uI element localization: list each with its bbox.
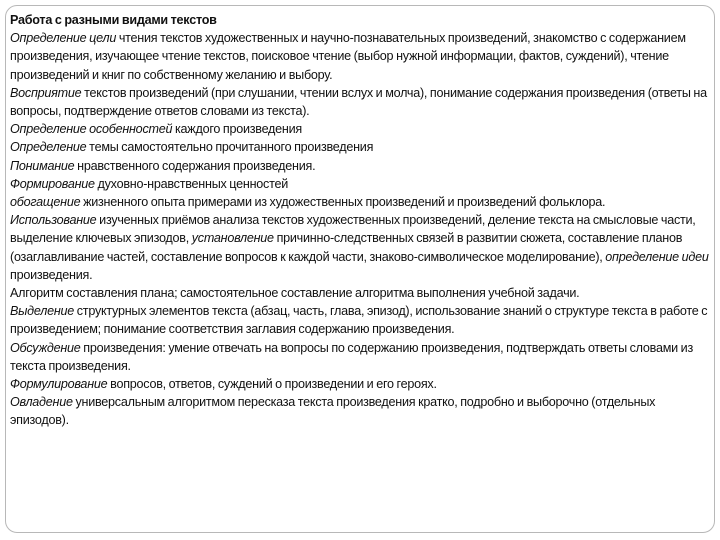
paragraph-text: каждого произведения bbox=[172, 122, 302, 137]
key-term: Понимание bbox=[10, 158, 75, 173]
key-term: Использование bbox=[10, 213, 97, 228]
paragraph bbox=[10, 84, 710, 120]
key-term: Восприятие bbox=[10, 85, 82, 100]
paragraph-text: причинно-следственных связей в развитии сюжета, составление планов (озаглавливание частей, составление вопросов к каждой части, знаково-символическое моделирование), bbox=[10, 231, 683, 264]
paragraph-text: жизненного опыта примерами из художественных произведений и произведений фольклора. bbox=[80, 195, 606, 210]
paragraph bbox=[10, 193, 710, 211]
paragraph bbox=[10, 29, 710, 84]
paragraph-text: вопросов, ответов, суждений о произведении и его героях. bbox=[107, 377, 437, 392]
key-term: Формулирование bbox=[10, 377, 108, 392]
key-term: Формирование bbox=[10, 176, 95, 191]
key-term: Определение цели bbox=[10, 31, 117, 46]
paragraph-list bbox=[10, 29, 710, 429]
key-term: Овладение bbox=[10, 395, 73, 410]
key-term: Определение bbox=[10, 140, 87, 155]
paragraph-text: нравственного содержания произведения. bbox=[74, 158, 316, 173]
paragraph bbox=[10, 175, 710, 193]
paragraph-text: духовно-нравственных ценностей bbox=[94, 176, 289, 191]
key-term: Определение особенностей bbox=[10, 122, 173, 137]
paragraph-text: темы самостоятельно прочитанного произведения bbox=[86, 140, 374, 155]
key-term: Обсуждение bbox=[10, 340, 81, 355]
paragraph-text: Алгоритм составления плана; самостоятельное составление алгоритма выполнения учебной задачи. bbox=[10, 286, 580, 301]
paragraph bbox=[10, 211, 710, 284]
paragraph-text: универсальным алгоритмом пересказа текста произведения кратко, подробно и выборочно (отдельных эпизодов). bbox=[10, 395, 656, 428]
paragraph-text: текстов произведений (при слушании, чтении вслух и молча), понимание содержания произведения (ответы на вопросы, подтверждение ответов словами из текста). bbox=[10, 85, 707, 119]
key-term: Выделение bbox=[10, 304, 75, 319]
paragraph-text: чтения текстов художественных и научно-познавательных произведений, знакомство с содержанием произведения, изучающее чтение текстов, поисковое чтение (выбор нужной информации, фактов, суждений), чтение произведений и книг по собственному желанию и выбору. bbox=[10, 31, 686, 82]
text-body bbox=[10, 11, 710, 430]
key-term: установление bbox=[191, 231, 274, 246]
paragraph bbox=[10, 302, 710, 338]
paragraph bbox=[10, 157, 710, 175]
key-term: определение идеи bbox=[605, 249, 709, 264]
paragraph-text: изученных приёмов анализа текстов художественных произведений, деление текста на смысловые части, выделение ключевых эпизодов, bbox=[10, 213, 696, 246]
paragraph bbox=[10, 120, 710, 138]
paragraph-text: произведения. bbox=[10, 267, 93, 282]
slide-title: Работа с разными видами текстов bbox=[10, 13, 217, 27]
key-term: обогащение bbox=[10, 195, 81, 210]
paragraph bbox=[10, 138, 710, 156]
paragraph-text: произведения: умение отвечать на вопросы по содержанию произведения, подтверждать ответы словами из текста произведения. bbox=[10, 340, 693, 373]
paragraph bbox=[10, 393, 710, 429]
paragraph bbox=[10, 284, 710, 302]
paragraph-text: структурных элементов текста (абзац, часть, глава, эпизод), использование знаний о структуре текста в работе с произведением; понимание соответствия заглавия содержанию произведения. bbox=[10, 304, 708, 337]
paragraph bbox=[10, 339, 710, 375]
paragraph bbox=[10, 375, 710, 393]
